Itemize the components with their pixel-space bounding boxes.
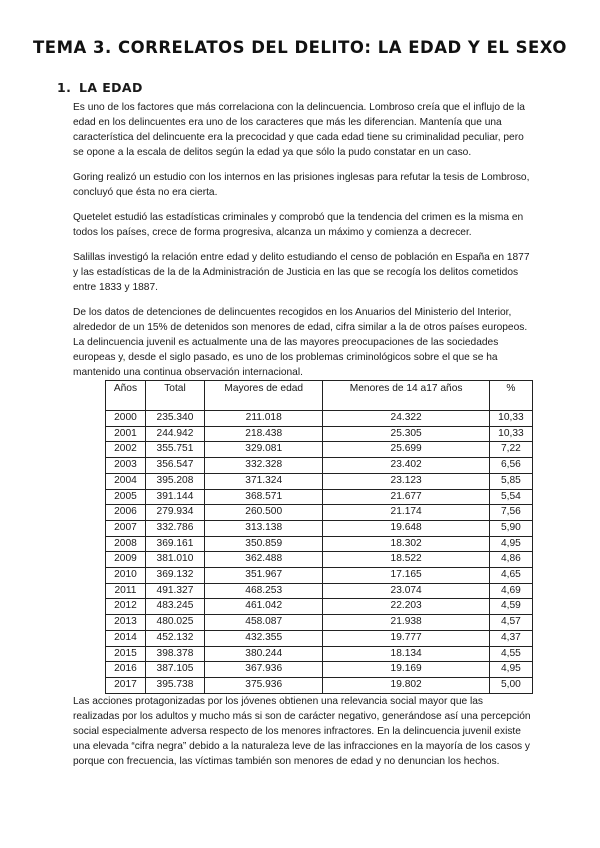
- table-cell: 468.253: [205, 583, 323, 599]
- table-row: [106, 599, 533, 615]
- table-cell: 458.087: [205, 615, 323, 631]
- table-cell: 381.010: [145, 552, 204, 568]
- section-heading: [57, 80, 143, 95]
- table-cell: 4,37: [489, 630, 532, 646]
- table-cell: 235.340: [145, 411, 204, 427]
- table-cell: 4,95: [489, 536, 532, 552]
- table-cell: 387.105: [145, 662, 204, 678]
- table-cell: 395.738: [145, 677, 204, 693]
- table-cell: 395.208: [145, 473, 204, 489]
- table-cell: 375.936: [205, 677, 323, 693]
- table-cell: 2016: [106, 662, 146, 678]
- table-row: [106, 426, 533, 442]
- closing-paragraph: Las acciones protagonizadas por los jóvenes obtienen una relevancia social mayor que las realizadas por los adultos y mucho más si son de carácter negativo, generándose así una percepción social especialmente adversa respecto de los menores infractores. En la delincuencia juvenil existe una elevada “cifra negra” debido a la naturaleza leve de las infracciones en la mayoría de los casos y porque con frecuencia, las víctimas también son menores de edad y no denuncian los hechos.: [73, 695, 531, 767]
- table-cell: 350.859: [205, 536, 323, 552]
- table-cell: 218.438: [205, 426, 323, 442]
- table-row: [106, 458, 533, 474]
- table-body: [106, 411, 533, 694]
- table-row: [106, 489, 533, 505]
- table-row: [106, 505, 533, 521]
- table-row: [106, 568, 533, 584]
- table-cell: 2010: [106, 568, 146, 584]
- table-cell: 329.081: [205, 442, 323, 458]
- paragraph: Quetelet estudió las estadísticas criminales y comprobó que la tendencia del crimen es la misma en todos los países, crece de forma progresiva, alcanza un máximo y comienza a decrecer.: [73, 212, 524, 238]
- table-cell: 10,33: [489, 426, 532, 442]
- table-cell: 18.134: [323, 646, 489, 662]
- table-cell: 2012: [106, 599, 146, 615]
- column-header-minors: Menores de 14 a17 años: [323, 381, 489, 411]
- paragraph: Salillas investigó la relación entre edad y delito estudiando el censo de población en España en 1877 y las estadísticas de la de la Administración de Justicia en las que se recogía los delitos cometidos entre 1833 y 1887.: [73, 252, 530, 293]
- table-cell: 279.934: [145, 505, 204, 521]
- table-cell: 369.161: [145, 536, 204, 552]
- paragraph: Es uno de los factores que más correlaciona con la delincuencia. Lombroso creía que el influjo de la edad en los delincuentes era uno de los caracteres que más les diferencian. Mantenía que una característica del delincuente era la precocidad y que cada edad tiene su criminalidad peculiar, pero se opone a la escala de delitos según la edad ya que sólo la pudo constatar en un caso.: [73, 102, 525, 158]
- table-cell: 260.500: [205, 505, 323, 521]
- table-row: [106, 677, 533, 693]
- table-cell: 25.305: [323, 426, 489, 442]
- table-cell: 4,57: [489, 615, 532, 631]
- table-cell: 391.144: [145, 489, 204, 505]
- table-cell: 2014: [106, 630, 146, 646]
- table-cell: 18.522: [323, 552, 489, 568]
- section-body: [73, 100, 531, 779]
- section-number: 1.: [57, 80, 72, 95]
- table-cell: 2000: [106, 411, 146, 427]
- table-cell: 18.302: [323, 536, 489, 552]
- table-cell: 5,00: [489, 677, 532, 693]
- section-title: LA EDAD: [79, 80, 143, 95]
- table-cell: 355.751: [145, 442, 204, 458]
- table-cell: 5,85: [489, 473, 532, 489]
- table-cell: 2001: [106, 426, 146, 442]
- table-row: [106, 536, 533, 552]
- table-row: [106, 442, 533, 458]
- table-cell: 2005: [106, 489, 146, 505]
- table-cell: 2017: [106, 677, 146, 693]
- paragraph: De los datos de detenciones de delincuentes recogidos en los Anuarios del Ministerio del Interior, alrededor de un 15% de detenidos son menores de edad, cifra similar a la de otros países europeos. La delincuencia juvenil es actualmente una de las mayores preocupaciones de las sociedades europeas y, desde el siglo pasado, es uno de los problemas criminológicos sobre el que se ha mantenido una continua observación internacional.: [73, 307, 528, 378]
- page-title: TEMA 3. CORRELATOS DEL DELITO: LA EDAD Y EL SEXO: [33, 38, 567, 57]
- table-cell: 21.174: [323, 505, 489, 521]
- table-cell: 19.169: [323, 662, 489, 678]
- table-cell: 22.203: [323, 599, 489, 615]
- table-cell: 362.488: [205, 552, 323, 568]
- table-cell: 398.378: [145, 646, 204, 662]
- table-cell: 6,56: [489, 458, 532, 474]
- table-cell: 371.324: [205, 473, 323, 489]
- table-cell: 491.327: [145, 583, 204, 599]
- table-cell: 5,54: [489, 489, 532, 505]
- table-cell: 4,69: [489, 583, 532, 599]
- table-cell: 25.699: [323, 442, 489, 458]
- table-cell: 211.018: [205, 411, 323, 427]
- table-cell: 380.244: [205, 646, 323, 662]
- table-cell: 19.802: [323, 677, 489, 693]
- table-row: [106, 552, 533, 568]
- table-cell: 19.648: [323, 520, 489, 536]
- table-cell: 2009: [106, 552, 146, 568]
- paragraph: Goring realizó un estudio con los internos en las prisiones inglesas para refutar la tesis de Lombroso, concluyó que ésta no era cierta.: [73, 172, 530, 198]
- table-row: [106, 583, 533, 599]
- table-cell: 23.402: [323, 458, 489, 474]
- table-cell: 2011: [106, 583, 146, 599]
- table-row: [106, 473, 533, 489]
- table-cell: 313.138: [205, 520, 323, 536]
- table-cell: 369.132: [145, 568, 204, 584]
- table-cell: 5,90: [489, 520, 532, 536]
- table-cell: 17.165: [323, 568, 489, 584]
- table-row: [106, 615, 533, 631]
- table-cell: 2004: [106, 473, 146, 489]
- table-cell: 4,86: [489, 552, 532, 568]
- table-header-row: [106, 381, 533, 411]
- table-cell: 480.025: [145, 615, 204, 631]
- table-cell: 4,55: [489, 646, 532, 662]
- table-cell: 4,65: [489, 568, 532, 584]
- table-row: [106, 520, 533, 536]
- table-cell: 21.677: [323, 489, 489, 505]
- table-row: [106, 646, 533, 662]
- column-header-adults: Mayores de edad: [205, 381, 323, 411]
- table-cell: 332.786: [145, 520, 204, 536]
- table-cell: 483.245: [145, 599, 204, 615]
- table-cell: 19.777: [323, 630, 489, 646]
- table-cell: 2002: [106, 442, 146, 458]
- column-header-percent: %: [489, 381, 532, 411]
- detentions-table: [105, 380, 533, 694]
- table-cell: 332.328: [205, 458, 323, 474]
- column-header-years: Años: [106, 381, 146, 411]
- table-cell: 2006: [106, 505, 146, 521]
- table-cell: 461.042: [205, 599, 323, 615]
- table-row: [106, 630, 533, 646]
- table-cell: 10,33: [489, 411, 532, 427]
- table-cell: 368.571: [205, 489, 323, 505]
- table-cell: 23.123: [323, 473, 489, 489]
- table-cell: 7,22: [489, 442, 532, 458]
- table-cell: 4,59: [489, 599, 532, 615]
- table-cell: 2015: [106, 646, 146, 662]
- table-row: [106, 662, 533, 678]
- table-cell: 7,56: [489, 505, 532, 521]
- table-cell: 2003: [106, 458, 146, 474]
- table-cell: 452.132: [145, 630, 204, 646]
- table-cell: 4,95: [489, 662, 532, 678]
- table-cell: 351.967: [205, 568, 323, 584]
- table-cell: 23.074: [323, 583, 489, 599]
- table-cell: 367.936: [205, 662, 323, 678]
- table-cell: 2007: [106, 520, 146, 536]
- table-cell: 2013: [106, 615, 146, 631]
- table-row: [106, 411, 533, 427]
- table-cell: 432.355: [205, 630, 323, 646]
- column-header-total: Total: [145, 381, 204, 411]
- table-cell: 356.547: [145, 458, 204, 474]
- table-cell: 2008: [106, 536, 146, 552]
- table-cell: 21.938: [323, 615, 489, 631]
- table-cell: 24.322: [323, 411, 489, 427]
- table-cell: 244.942: [145, 426, 204, 442]
